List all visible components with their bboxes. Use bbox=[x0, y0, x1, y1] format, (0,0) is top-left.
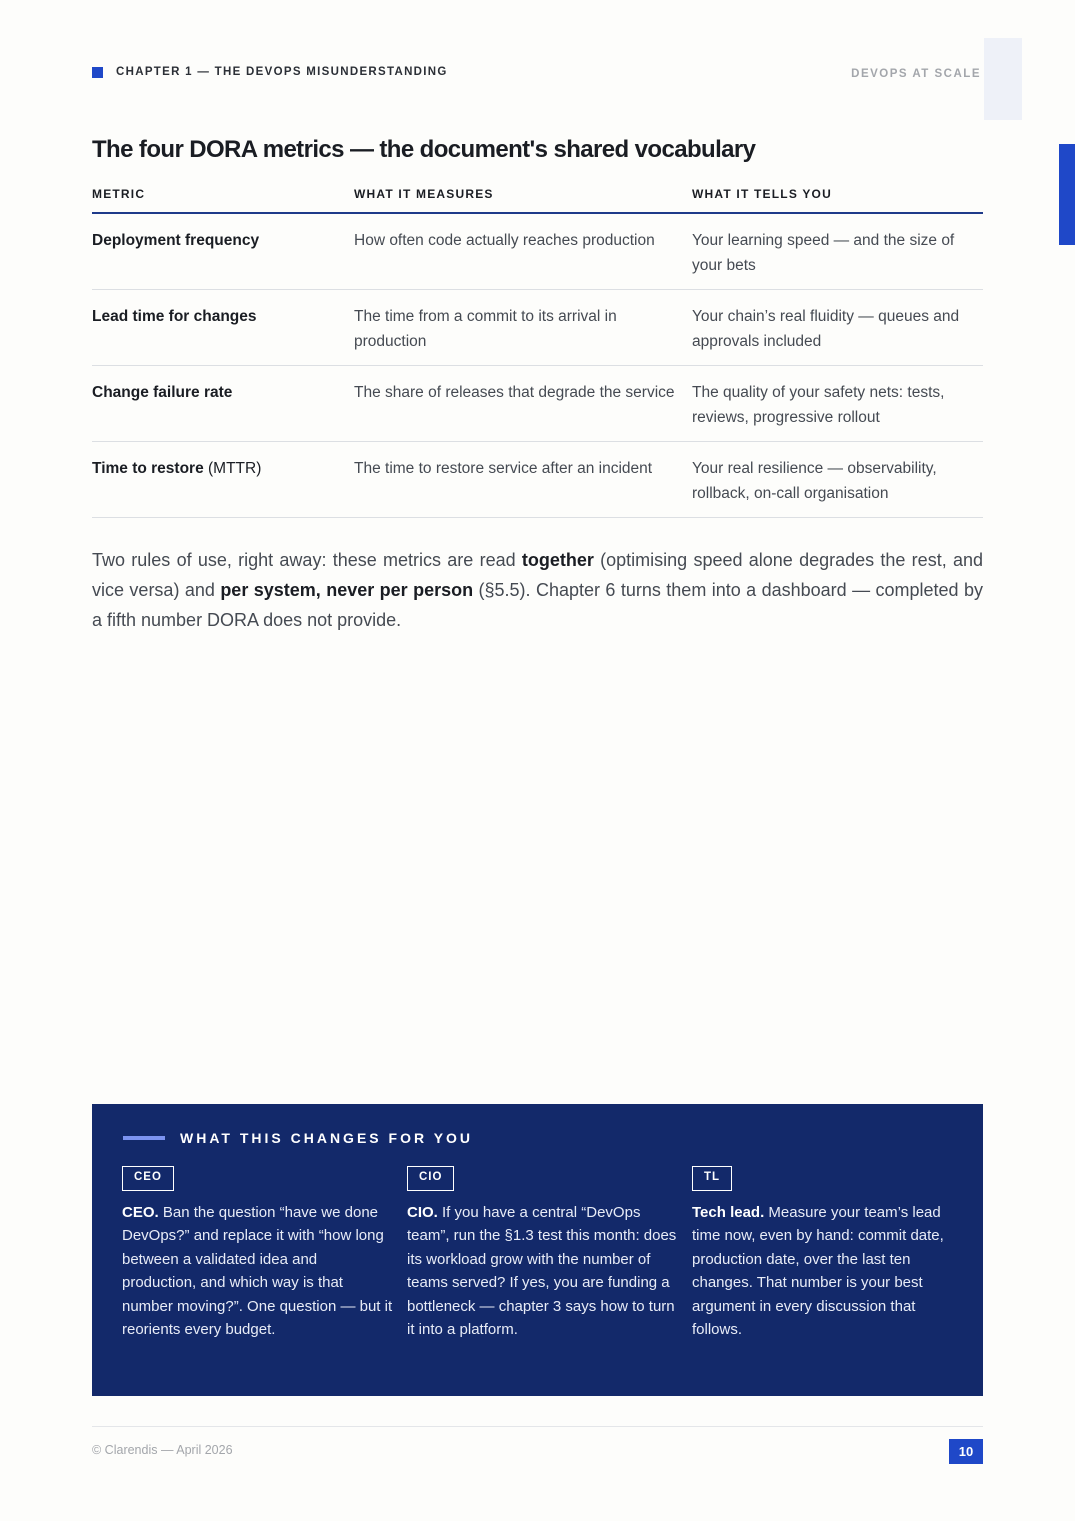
tells-cell: Your learning speed — and the size of your bets bbox=[692, 232, 955, 274]
callout-accent-line bbox=[123, 1136, 165, 1140]
footer-divider bbox=[92, 1426, 983, 1427]
table-row bbox=[92, 366, 983, 442]
role-advice: CEO. Ban the question “have we done DevOps?” and replace it with “how long between a validated idea and production, and which way is that number moving?”. One question — but it reorients every budget. bbox=[122, 1204, 393, 1339]
what-this-changes-callout bbox=[92, 1104, 983, 1396]
running-title: DEVOPS AT SCALE bbox=[851, 68, 981, 80]
column-header-measures: WHAT IT MEASURES bbox=[354, 187, 494, 201]
tells-cell: Your chain’s real fluidity — queues and approvals included bbox=[692, 308, 960, 350]
role-badge: TL bbox=[692, 1166, 732, 1191]
table-header bbox=[92, 176, 983, 214]
metric-cell: Change failure rate bbox=[92, 384, 233, 401]
metric-cell: Time to restore (MTTR) bbox=[92, 460, 262, 477]
tells-cell: Your real resilience — observability, rollback, on-call organisation bbox=[692, 460, 937, 502]
callout-title: WHAT THIS CHANGES FOR YOU bbox=[180, 1130, 474, 1146]
callout-column-tl bbox=[692, 1166, 964, 1341]
role-badge: CIO bbox=[407, 1166, 454, 1191]
tells-cell: The quality of your safety nets: tests, reviews, progressive rollout bbox=[692, 384, 945, 426]
chapter-label: CHAPTER 1 — THE DEVOPS MISUNDERSTANDING bbox=[116, 66, 448, 78]
table-title: The four DORA metrics — the document's shared vocabulary bbox=[92, 136, 756, 163]
page-number: 10 bbox=[949, 1439, 983, 1464]
measures-cell: The time to restore service after an incident bbox=[354, 460, 653, 477]
table-row bbox=[92, 290, 983, 366]
metric-cell: Deployment frequency bbox=[92, 232, 260, 249]
callout-column-ceo bbox=[122, 1166, 394, 1341]
chapter-number-decoration bbox=[984, 38, 1022, 120]
footer-copyright: © Clarendis — April 2026 bbox=[92, 1443, 233, 1457]
measures-cell: The time from a commit to its arrival in production bbox=[354, 308, 617, 350]
role-advice: CIO. If you have a central “DevOps team”, run the §1.3 test this month: does its workload grow with the number of teams served? If yes, you are funding a bottleneck — chapter 3 says how to turn it into a platform. bbox=[407, 1204, 677, 1339]
table-row bbox=[92, 442, 983, 518]
metric-cell: Lead time for changes bbox=[92, 308, 257, 325]
callout-column-cio bbox=[407, 1166, 679, 1341]
chapter-marker-icon bbox=[92, 67, 103, 78]
dora-metrics-table bbox=[92, 176, 983, 518]
body-paragraph: Two rules of use, right away: these metrics are read together (optimising speed alone degrades the rest, and vice versa) and per system, never per person (§5.5). Chapter 6 turns them into a dashboard — completed by a fifth number DORA does not provide. bbox=[92, 550, 983, 630]
column-header-tells: WHAT IT TELLS YOU bbox=[692, 187, 832, 201]
side-accent-bar bbox=[1059, 144, 1075, 245]
column-header-metric: METRIC bbox=[92, 187, 146, 201]
role-badge: CEO bbox=[122, 1166, 174, 1191]
callout-heading bbox=[123, 1130, 473, 1146]
role-advice: Tech lead. Measure your team’s lead time now, even by hand: commit date, production date, over the last ten changes. That number is your best argument in every discussion that follows. bbox=[692, 1204, 944, 1339]
measures-cell: The share of releases that degrade the service bbox=[354, 384, 675, 401]
chapter-header bbox=[92, 66, 448, 78]
table-row bbox=[92, 214, 983, 290]
measures-cell: How often code actually reaches production bbox=[354, 232, 655, 249]
